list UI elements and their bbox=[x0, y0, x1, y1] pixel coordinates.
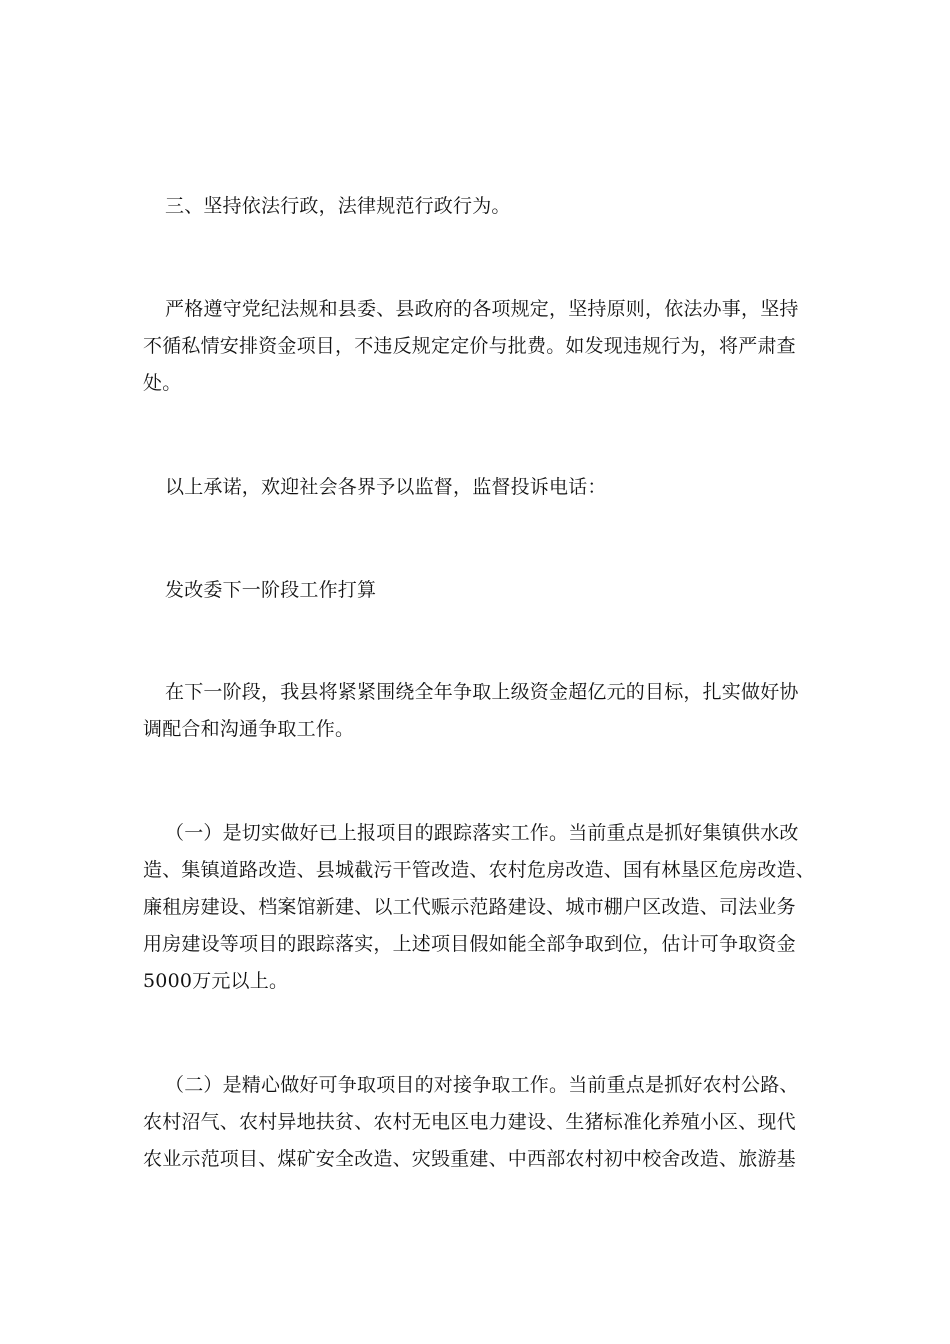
paragraph-line: 以上承诺，欢迎社会各界予以监督，监督投诉电话： bbox=[165, 476, 607, 498]
paragraph-line: 处。 bbox=[143, 372, 182, 394]
paragraph-line: 在下一阶段，我县将紧紧围绕全年争取上级资金超亿元的目标，扎实做好协 bbox=[165, 681, 799, 703]
paragraph-line: 农业示范项目、煤矿安全改造、灾毁重建、中西部农村初中校舍改造、旅游基 bbox=[143, 1148, 796, 1170]
paragraph-line: 调配合和沟通争取工作。 bbox=[143, 718, 355, 740]
paragraph-commitment bbox=[143, 469, 823, 506]
paragraph-next-stage bbox=[143, 674, 823, 748]
paragraph-line: （一）是切实做好已上报项目的跟踪落实工作。当前重点是抓好集镇供水改 bbox=[165, 822, 799, 844]
paragraph-line: 不循私情安排资金项目，不违反规定定价与批费。如发现违规行为，将严肃查 bbox=[143, 335, 796, 357]
paragraph-item-two bbox=[143, 1067, 823, 1178]
paragraph-line: 造、集镇道路改造、县城截污干管改造、农村危房改造、国有林垦区危房改造、 bbox=[143, 859, 816, 881]
paragraph-line: （二）是精心做好可争取项目的对接争取工作。当前重点是抓好农村公路、 bbox=[165, 1074, 799, 1096]
paragraph-line: 农村沼气、农村异地扶贫、农村无电区电力建设、生猪标准化养殖小区、现代 bbox=[143, 1111, 796, 1133]
paragraph-line: 三、坚持依法行政，法律规范行政行为。 bbox=[165, 195, 511, 217]
paragraph-line: 5000万元以上。 bbox=[143, 970, 289, 992]
paragraph-line: 严格遵守党纪法规和县委、县政府的各项规定，坚持原则，依法办事，坚持 bbox=[165, 298, 799, 320]
paragraph-discipline bbox=[143, 291, 823, 402]
paragraph-line: 廉租房建设、档案馆新建、以工代赈示范路建设、城市棚户区改造、司法业务 bbox=[143, 896, 796, 918]
paragraph-item-one bbox=[143, 815, 823, 1000]
section-heading-three bbox=[143, 188, 823, 225]
paragraph-line: 发改委下一阶段工作打算 bbox=[165, 579, 377, 601]
section-title-next-stage bbox=[143, 572, 823, 609]
paragraph-line: 用房建设等项目的跟踪落实，上述项目假如能全部争取到位，估计可争取资金 bbox=[143, 933, 796, 955]
